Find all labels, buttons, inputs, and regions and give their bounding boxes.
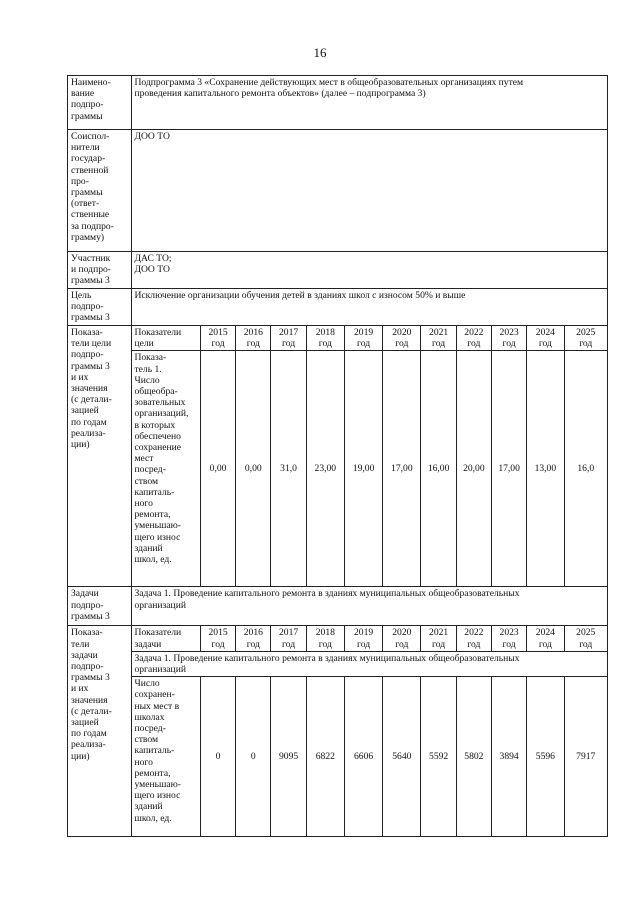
goal-value-2018: 23,00 (306, 351, 344, 587)
text-line: 2021 (429, 627, 449, 639)
text-line: организаций (134, 599, 186, 611)
text-line: Задача 1. Проведение капитального ремонта в зданиях муниципальных общеобразовательных (134, 588, 520, 600)
text-line: Показатели (134, 327, 182, 338)
row-tasks (68, 587, 608, 626)
text-line: 2024 (535, 627, 555, 639)
text-line: подпро- (71, 661, 104, 673)
text-line: нители (71, 142, 100, 154)
text-line: ции) (71, 439, 90, 451)
text-line: государ- (71, 153, 106, 165)
task-value-2017: 9095 (271, 677, 306, 837)
text-line: сохранен- (134, 689, 175, 701)
task-value-2025: 7917 (564, 677, 608, 837)
page-number: 16 (313, 45, 327, 60)
text-line: подпро- (71, 99, 104, 111)
goal-year-2024 (527, 326, 564, 351)
text-line: (с детали- (71, 394, 112, 406)
label-name (68, 76, 132, 130)
text-line: ственные (71, 209, 110, 221)
task-year-2015 (200, 626, 235, 651)
text-line: зацией (71, 405, 99, 417)
text-line: Задачи (71, 588, 99, 600)
text-line: грамму) (71, 231, 105, 243)
goal-value-2024: 13,00 (527, 351, 564, 587)
text-line: год (579, 338, 593, 350)
text-line: граммы (71, 187, 103, 199)
goal-year-2017 (271, 326, 306, 351)
text-line: 2020 (392, 327, 412, 338)
goal-year-2018 (306, 326, 344, 351)
goal-year-2019 (344, 326, 382, 351)
text-line: организаций, (134, 408, 189, 420)
text-line: капиталь- (134, 486, 175, 498)
text-line: школах (134, 711, 165, 723)
value-participants (132, 252, 608, 289)
text-line: посред- (134, 464, 166, 476)
task-value-2022: 5802 (456, 677, 491, 837)
text-line: сохранение (134, 442, 182, 454)
passport-table (67, 75, 608, 837)
goal-value-2023: 17,00 (491, 351, 526, 587)
value-goal: Исключение организации обучения детей в зданиях школ с износом 50% и выше (132, 289, 608, 326)
text-line: год (357, 338, 371, 350)
text-line: ством (134, 475, 159, 487)
row-task-indicators-header (68, 626, 608, 651)
goal-value-2020: 17,00 (383, 351, 421, 587)
text-line: год (318, 638, 332, 650)
text-line: (ответ- (71, 198, 100, 210)
text-line: 2023 (499, 627, 519, 639)
text-line: значения (71, 383, 108, 395)
text-line: 2022 (464, 327, 484, 338)
text-line: в которых (134, 419, 176, 431)
text-line: 2018 (315, 627, 335, 639)
text-line: год (502, 638, 516, 650)
text-line: уменьшаю- (134, 779, 181, 791)
text-line: про- (71, 175, 89, 187)
text-line: 2019 (353, 627, 374, 639)
text-line: год (395, 638, 409, 650)
text-line: Показа- (134, 352, 167, 364)
goal-year-2015 (200, 326, 235, 351)
text-line: и их (71, 683, 89, 695)
row-task-indicator-1 (68, 677, 608, 837)
text-line: 2015 (208, 627, 228, 639)
text-line: 2016 (243, 627, 263, 639)
task-year-2021 (421, 626, 456, 651)
text-line: подпро- (71, 301, 104, 313)
label-goal (68, 289, 132, 326)
text-line: проведения капитального ремонта объектов» (далее – подпрограмма 3) (134, 88, 426, 100)
text-line: значения (71, 694, 108, 706)
text-line: задачи (71, 649, 98, 661)
text-line: 2025 (576, 627, 596, 639)
task-value-2021: 5592 (421, 677, 456, 837)
text-line: Показа- (71, 627, 103, 639)
text-line: реализа- (71, 427, 106, 439)
text-line: год (467, 638, 481, 650)
text-line: реализа- (71, 739, 106, 751)
text-line: граммы 3 (71, 360, 110, 372)
task-value-2015: 0 (200, 677, 235, 837)
text-line: 2021 (429, 327, 449, 338)
goal-year-2020 (383, 326, 421, 351)
text-line: ремонта, (134, 767, 171, 779)
text-line: ством (134, 734, 159, 746)
text-line: зовательных (134, 397, 186, 409)
text-line: Наимено- (71, 77, 111, 88)
text-line: 2016 (243, 327, 263, 338)
text-line: вание (71, 88, 95, 100)
row-task-1-title (68, 651, 608, 676)
text-line: граммы (71, 110, 103, 122)
task-value-2024: 5596 (527, 677, 564, 837)
text-line: щего износ (134, 531, 181, 543)
task-value-2016: 0 (236, 677, 271, 837)
row-goal-indicator-1 (68, 351, 608, 587)
goal-year-2016 (236, 326, 271, 351)
text-line: год (246, 338, 260, 350)
text-line: 2017 (278, 327, 299, 338)
text-line: год (318, 338, 332, 350)
task-year-2019 (344, 626, 382, 651)
goal-year-2025 (564, 326, 608, 351)
text-line: цели (134, 338, 154, 350)
text-line: капиталь- (134, 745, 175, 757)
label-goal-indicators (68, 326, 132, 587)
goal-indicator-header-label (132, 326, 200, 351)
text-line: граммы 3 (71, 312, 110, 324)
text-line: зданий (134, 542, 163, 554)
text-line: посред- (134, 723, 166, 735)
goal-value-2016: 0,00 (236, 351, 271, 587)
text-line: год (579, 638, 593, 650)
task-value-2018: 6822 (306, 677, 344, 837)
value-name (132, 76, 608, 130)
task-year-2025 (564, 626, 608, 651)
task-year-2024 (527, 626, 564, 651)
goal-value-2019: 19,00 (344, 351, 382, 587)
goal-value-2022: 20,00 (456, 351, 491, 587)
text-line: год (357, 638, 371, 650)
text-line: год (502, 338, 516, 350)
task-year-2018 (306, 626, 344, 651)
task-year-2016 (236, 626, 271, 651)
text-line: ции) (71, 750, 90, 762)
text-line: граммы 3 (71, 610, 110, 622)
text-line: 2020 (392, 627, 412, 639)
text-line: Задача 1. Проведение капитального ремонта в зданиях муниципальных общеобразовательных (134, 652, 520, 664)
text-line: школ, ед. (134, 554, 172, 566)
text-line: по годам (71, 728, 107, 740)
text-line: подпро- (71, 349, 104, 361)
text-line: 2019 (353, 327, 374, 338)
row-coexecutors (68, 130, 608, 252)
text-line: год (282, 638, 296, 650)
task-year-2022 (456, 626, 491, 651)
text-line: зданий (134, 801, 163, 813)
goal-year-2023 (491, 326, 526, 351)
text-line: год (282, 338, 296, 350)
text-line: ственной (71, 164, 109, 176)
text-line: год (246, 638, 260, 650)
label-task-indicators (68, 626, 132, 837)
text-line: подпро- (71, 599, 104, 611)
row-goal (68, 289, 608, 326)
goal-year-2021 (421, 326, 456, 351)
task-value-2023: 3894 (491, 677, 526, 837)
label-participants (68, 252, 132, 289)
text-line: и подпро- (71, 264, 111, 276)
goal-value-2021: 16,00 (421, 351, 456, 587)
task-indicator-header-label (132, 626, 200, 651)
text-line: ных мест в (134, 700, 180, 712)
label-tasks (68, 587, 132, 626)
task-value-2020: 5640 (383, 677, 421, 837)
goal-indicator-name (132, 351, 200, 587)
text-line: общеобра- (134, 386, 178, 398)
text-line: 2017 (278, 627, 299, 639)
text-line: 2022 (464, 627, 484, 639)
text-line: обеспечено (134, 430, 181, 442)
text-line: год (432, 638, 446, 650)
row-participants (68, 252, 608, 289)
goal-year-2022 (456, 326, 491, 351)
text-line: 2023 (499, 327, 519, 338)
text-line: Участник (71, 253, 111, 264)
text-line: год (432, 338, 446, 350)
text-line: тели (71, 638, 90, 650)
text-line: ДАС ТО; (134, 253, 172, 264)
text-line: год (211, 338, 225, 350)
text-line: (с детали- (71, 705, 112, 717)
text-line: уменьшаю- (134, 520, 181, 532)
task-year-2020 (383, 626, 421, 651)
text-line: год (467, 338, 481, 350)
text-line: тель 1. (134, 363, 162, 375)
goal-value-2017: 31,0 (271, 351, 306, 587)
text-line: 2015 (208, 327, 228, 338)
label-coexecutors (68, 130, 132, 252)
text-line: год (538, 638, 552, 650)
text-line: школ, ед. (134, 812, 172, 824)
text-line: по годам (71, 416, 107, 428)
text-line: щего износ (134, 790, 181, 802)
task-year-2023 (491, 626, 526, 651)
value-coexecutors: ДОО ТО (132, 130, 608, 252)
goal-value-2025: 16,0 (564, 351, 608, 587)
row-name (68, 76, 608, 130)
text-line: мест (134, 453, 154, 465)
text-line: год (395, 338, 409, 350)
text-line: граммы 3 (71, 672, 110, 684)
text-line: Показатели (134, 627, 182, 639)
text-line: Число (134, 678, 160, 690)
text-line: организаций (134, 664, 186, 676)
text-line: 2024 (535, 327, 555, 338)
task-value-2019: 6606 (344, 677, 382, 837)
text-line: Подпрограмма 3 «Сохранение действующих мест в общеобразовательных организациях путем (134, 77, 524, 88)
text-line: ДОО ТО (134, 264, 170, 276)
text-line: 2025 (576, 327, 596, 338)
text-line: 2018 (315, 327, 335, 338)
text-line: граммы 3 (71, 275, 110, 287)
task-1-title (132, 651, 608, 676)
text-line: Показа- (71, 327, 103, 338)
text-line: тели цели (71, 338, 112, 350)
text-line: Соиспол- (71, 131, 110, 142)
text-line: и их (71, 371, 89, 383)
row-goal-indicators-header (68, 326, 608, 351)
text-line: год (211, 638, 225, 650)
task-year-2017 (271, 626, 306, 651)
text-line: ремонта, (134, 509, 171, 521)
task-indicator-name (132, 677, 200, 837)
text-line: ного (134, 498, 153, 510)
text-line: за подпро- (71, 220, 114, 232)
goal-value-2015: 0,00 (200, 351, 235, 587)
text-line: зацией (71, 717, 99, 729)
text-line: Цель (71, 290, 92, 301)
value-tasks (132, 587, 608, 626)
text-line: ного (134, 756, 153, 768)
text-line: Число (134, 374, 160, 386)
text-line: год (538, 338, 552, 350)
text-line: задачи (134, 638, 162, 650)
